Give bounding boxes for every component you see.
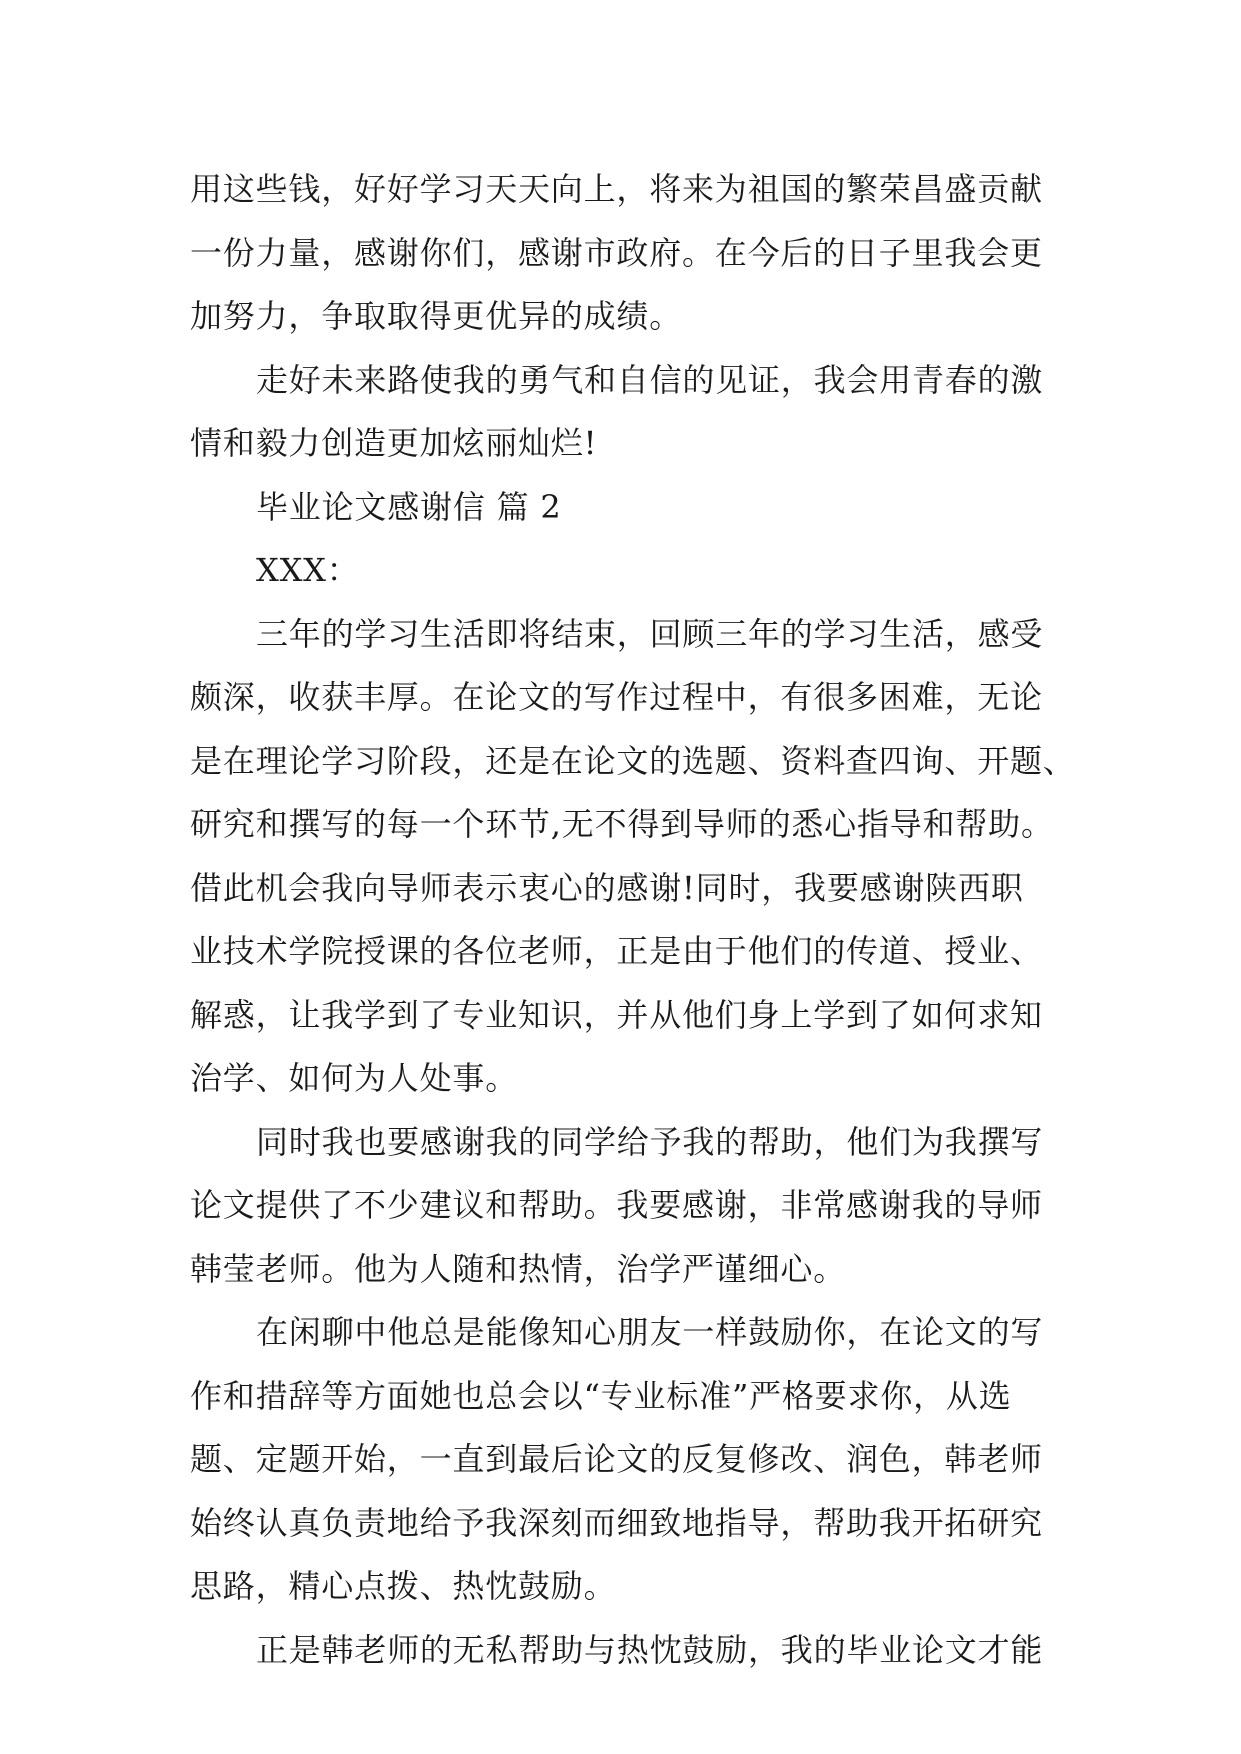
text-line: 情和毅力创造更加炫丽灿烂! [190,424,598,462]
text-line: 正是韩老师的无私帮助与热忱鼓励，我的毕业论文才能 [256,1630,1044,1669]
text-line: 走好未来路使我的勇气和自信的见证，我会用青春的激 [256,360,1044,399]
text-line: 业技术学院授课的各位老师，正是由于他们的传道、授业、 [190,932,1043,970]
text-line: 加努力，争取取得更优异的成绩。 [190,297,683,335]
section-heading: 毕业论文感谢信 篇 2 [256,487,562,526]
document-body [190,158,1076,1682]
text-line: 作和措辞等方面她也总会以“专业标准”严格要求你，从选 [190,1376,1012,1415]
text-line: 治学、如何为人处事。 [190,1059,519,1097]
salutation: XXX： [256,551,360,589]
text-line: 研究和撰写的每一个环节,无不得到导师的悉心指导和帮助。 [190,805,1054,843]
text-line: 思路，精心点拨、热忱鼓励。 [190,1567,617,1605]
text-line: 题、定题开始，一直到最后论文的反复修改、润色，韩老师 [190,1440,1043,1478]
text-line: 解惑，让我学到了专业知识，并从他们身上学到了如何求知 [190,995,1043,1034]
text-line: 同时我也要感谢我的同学给予我的帮助，他们为我撰写 [256,1122,1044,1161]
text-line: 用这些钱，好好学习天天向上，将来为祖国的繁荣昌盛贡献 [190,170,1043,208]
text-line: 始终认真负责地给予我深刻而细致地指导，帮助我开拓研究 [190,1503,1043,1542]
text-line: 韩莹老师。他为人随和热情，治学严谨细心。 [190,1249,847,1288]
text-line: 在闲聊中他总是能像知心朋友一样鼓励你，在论文的写 [256,1313,1044,1351]
text-line: 一份力量，感谢你们，感谢市政府。在今后的日子里我会更 [190,233,1043,272]
text-line: 三年的学习生活即将结束，回顾三年的学习生活，感受 [256,614,1044,653]
text-line: 论文提供了不少建议和帮助。我要感谢，非常感谢我的导师 [190,1186,1043,1224]
text-line: 颇深，收获丰厚。在论文的写作过程中，有很多困难，无论 [190,678,1043,716]
text-line: 借此机会我向导师表示衷心的感谢!同时，我要感谢陕西职 [190,868,1024,907]
text-line: 是在理论学习阶段，还是在论文的选题、资料查四询、开题、 [190,741,1076,780]
